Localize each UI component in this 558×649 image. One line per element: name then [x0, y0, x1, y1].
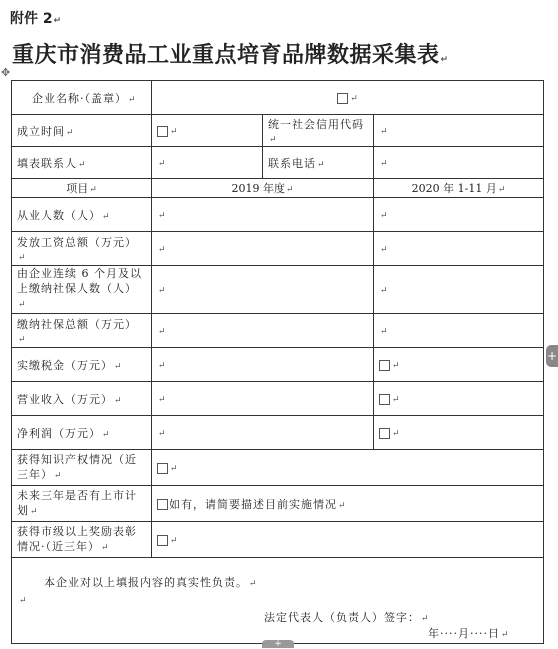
- row-contact: [12, 147, 544, 179]
- col-year2-header: 2020 年 1-11 月↵: [374, 179, 544, 198]
- row-label: 缴纳社保总额（万元）↵: [12, 314, 152, 348]
- ipo-label: 未来三年是否有上市计划↵: [12, 486, 152, 522]
- row-company-name: [12, 81, 544, 115]
- table-row: [12, 198, 544, 232]
- declaration-cell[interactable]: 本企业对以上填报内容的真实性负责。↵ ↵ 法定代表人（负责人）签字：↵ 年····月····日↵: [12, 558, 544, 644]
- year2-field[interactable]: ↵: [374, 232, 544, 266]
- checkbox-icon[interactable]: [379, 394, 390, 405]
- table-row: [12, 348, 544, 382]
- table-row: [12, 232, 544, 266]
- credit-code-label: 统一社会信用代码↵: [263, 115, 374, 147]
- declaration-text: 本企业对以上填报内容的真实性负责。↵: [44, 576, 258, 589]
- ip-field[interactable]: ↵: [152, 450, 544, 486]
- year1-field[interactable]: ↵: [152, 232, 374, 266]
- row-label: 由企业连续 6 个月及以上缴纳社保人数（人）↵: [12, 266, 152, 314]
- table-row: [12, 382, 544, 416]
- plus-icon[interactable]: +: [262, 640, 294, 648]
- ip-label: 获得知识产权情况（近三年）↵: [12, 450, 152, 486]
- credit-code-field[interactable]: ↵: [374, 115, 544, 147]
- year2-field[interactable]: ↵: [374, 314, 544, 348]
- checkbox-icon[interactable]: [379, 428, 390, 439]
- row-label: 营业收入（万元）↵: [12, 382, 152, 416]
- row-ipo: [12, 486, 544, 522]
- year2-field[interactable]: ↵: [374, 348, 544, 382]
- year2-field[interactable]: ↵: [374, 382, 544, 416]
- checkbox-icon[interactable]: [157, 499, 168, 510]
- checkbox-icon[interactable]: [379, 360, 390, 371]
- row-ip: [12, 450, 544, 486]
- year1-field[interactable]: ↵: [152, 198, 374, 232]
- year1-field[interactable]: ↵: [152, 314, 374, 348]
- signature-label: 法定代表人（负责人）签字：↵: [264, 611, 430, 624]
- year1-field[interactable]: ↵: [152, 348, 374, 382]
- data-collection-table: [11, 80, 544, 644]
- row-label: 实缴税金（万元）↵: [12, 348, 152, 382]
- plus-icon[interactable]: +: [546, 345, 558, 367]
- row-award: [12, 522, 544, 558]
- col-year1-header: 2019 年度↵: [152, 179, 374, 198]
- contact-label: 填表联系人↵: [12, 147, 152, 179]
- checkbox-icon[interactable]: [157, 463, 168, 474]
- established-field[interactable]: ↵: [152, 115, 263, 147]
- year2-field[interactable]: ↵: [374, 266, 544, 314]
- attachment-label: 附件 2↵: [10, 11, 62, 27]
- year2-field[interactable]: ↵: [374, 198, 544, 232]
- phone-label: 联系电话↵: [263, 147, 374, 179]
- col-item-header: 项目↵: [12, 179, 152, 198]
- year1-field[interactable]: ↵: [152, 382, 374, 416]
- company-name-label: 企业名称·（盖章）↵: [12, 81, 152, 115]
- row-label: 净利润（万元）↵: [12, 416, 152, 450]
- year2-field[interactable]: ↵: [374, 416, 544, 450]
- table-row: [12, 266, 544, 314]
- date-field: 年····月····日↵: [428, 627, 510, 640]
- established-label: 成立时间↵: [12, 115, 152, 147]
- checkbox-icon[interactable]: [157, 535, 168, 546]
- phone-field[interactable]: ↵: [374, 147, 544, 179]
- award-label: 获得市级以上奖励表彰情况·（近三年）↵: [12, 522, 152, 558]
- checkbox-icon[interactable]: [157, 126, 168, 137]
- move-icon[interactable]: ✥: [1, 66, 11, 79]
- table-row: [12, 314, 544, 348]
- row-established: [12, 115, 544, 147]
- ipo-field[interactable]: 如有，请简要描述目前实施情况↵: [152, 486, 544, 522]
- table-row: [12, 416, 544, 450]
- checkbox-icon[interactable]: [337, 93, 348, 104]
- contact-field[interactable]: ↵: [152, 147, 263, 179]
- page-title: 重庆市消费品工业重点培育品牌数据采集表↵: [12, 43, 449, 68]
- row-label: 从业人数（人）↵: [12, 198, 152, 232]
- row-declaration: [12, 558, 544, 644]
- award-field[interactable]: ↵: [152, 522, 544, 558]
- year1-field[interactable]: ↵: [152, 266, 374, 314]
- row-label: 发放工资总额（万元）↵: [12, 232, 152, 266]
- year1-field[interactable]: ↵: [152, 416, 374, 450]
- company-name-field[interactable]: ↵: [152, 81, 544, 115]
- header-row: [12, 179, 544, 198]
